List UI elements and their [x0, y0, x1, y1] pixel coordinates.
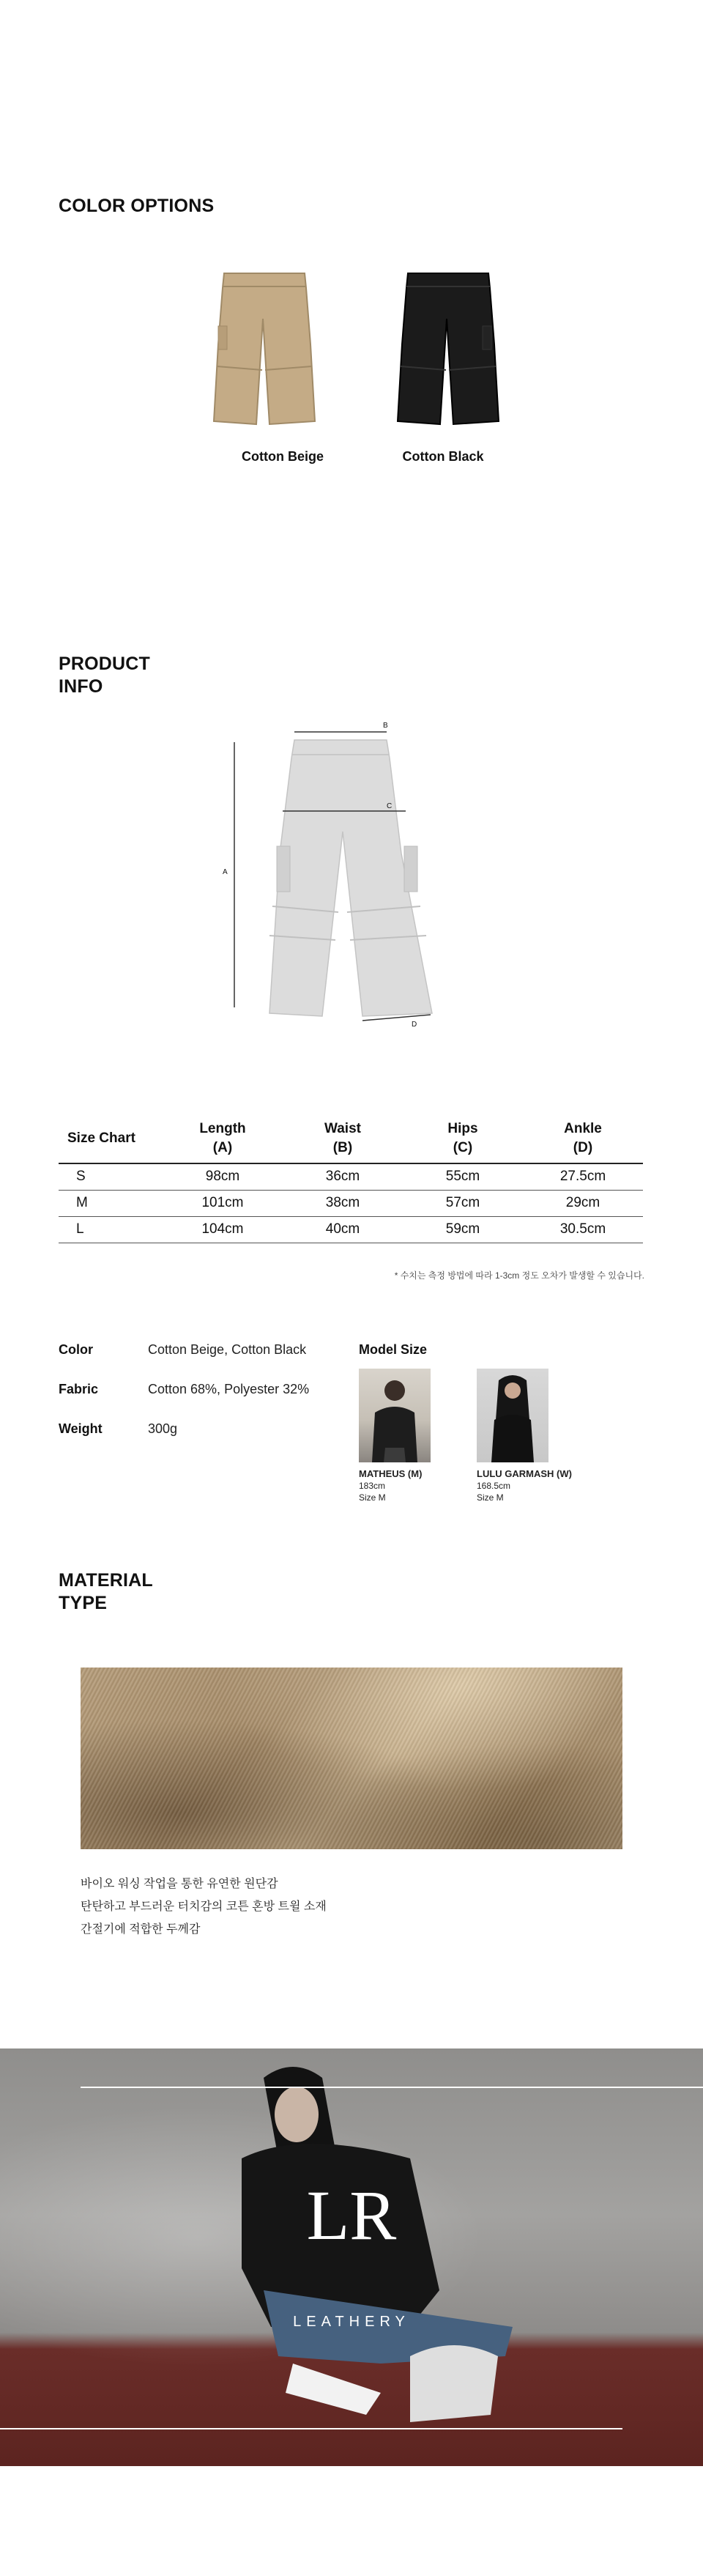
diagram-label-a: A [223, 868, 228, 876]
header-length: Length (A) [163, 1114, 283, 1163]
cell-hips: 59cm [403, 1216, 523, 1243]
cell-length: 98cm [163, 1163, 283, 1190]
size-chart-table [59, 1114, 643, 1243]
model-photo-lulu[interactable] [477, 1369, 548, 1462]
brand-wordmark: LEATHERY [293, 2314, 410, 2330]
color-options-title: COLOR OPTIONS [59, 196, 215, 216]
material-desc-line: 탄탄하고 부드러운 터치감의 코튼 혼방 트윌 소재 [81, 1900, 327, 1913]
model-size-title: Model Size [359, 1342, 428, 1357]
diagram-label-d: D [412, 1021, 417, 1029]
cell-size: M [59, 1190, 163, 1216]
table-row [59, 1190, 643, 1216]
cell-waist: 40cm [283, 1216, 403, 1243]
header-waist: Waist (B) [283, 1114, 403, 1163]
size-chart-header-row [59, 1114, 643, 1163]
model-height: 168.5cm [477, 1481, 511, 1491]
measurement-diagram [212, 722, 454, 1029]
spec-weight-value: 300g [148, 1421, 178, 1436]
cell-size: L [59, 1216, 163, 1243]
fabric-texture-image[interactable] [81, 1668, 622, 1849]
beige-pants-image[interactable] [208, 267, 318, 429]
material-desc-line: 바이오 워싱 작업을 통한 유연한 원단감 [81, 1878, 278, 1890]
diagram-label-b: B [383, 722, 388, 730]
brand-banner [0, 2048, 703, 2466]
brand-logo-mark: LR [306, 2176, 397, 2254]
cell-length: 101cm [163, 1190, 283, 1216]
cell-ankle: 27.5cm [523, 1163, 643, 1190]
model-caption-matheus [359, 1468, 461, 1503]
size-note: * 수치는 측정 방법에 따라 1-3cm 정도 오차가 발생할 수 있습니다. [394, 1270, 644, 1281]
model-caption-lulu [477, 1468, 594, 1503]
spec-fabric-label: Fabric [59, 1382, 99, 1396]
table-row [59, 1163, 643, 1190]
cell-ankle: 30.5cm [523, 1216, 643, 1243]
model-name: MATHEUS (M) [359, 1468, 423, 1479]
model-height: 183cm [359, 1481, 386, 1491]
swatch-label-beige: Cotton Beige [242, 449, 324, 464]
spec-weight-label: Weight [59, 1421, 103, 1436]
material-title-line1: MATERIAL [59, 1570, 153, 1591]
header-size-chart: Size Chart [59, 1114, 163, 1163]
model-photo-matheus[interactable] [359, 1369, 431, 1462]
cell-waist: 36cm [283, 1163, 403, 1190]
material-title-line2: TYPE [59, 1593, 108, 1613]
cell-size: S [59, 1163, 163, 1190]
diagram-label-c: C [387, 802, 393, 810]
material-description [81, 1873, 327, 1941]
header-ankle: Ankle (D) [523, 1114, 643, 1163]
swatch-label-black: Cotton Black [402, 449, 484, 464]
header-hips: Hips (C) [403, 1114, 523, 1163]
product-info-title-line2: INFO [59, 676, 103, 697]
spec-color-value: Cotton Beige, Cotton Black [148, 1342, 307, 1357]
model-size: Size M [477, 1492, 504, 1503]
cell-ankle: 29cm [523, 1190, 643, 1216]
model-name: LULU GARMASH (W) [477, 1468, 572, 1479]
product-info-title-line1: PRODUCT [59, 654, 151, 674]
black-pants-image[interactable] [392, 267, 502, 429]
material-desc-line: 간절기에 적합한 두께감 [81, 1923, 201, 1936]
spec-color-label: Color [59, 1342, 93, 1357]
table-row [59, 1216, 643, 1243]
spec-fabric-value: Cotton 68%, Polyester 32% [148, 1382, 310, 1396]
cell-hips: 55cm [403, 1163, 523, 1190]
banner-bottom-rule [0, 2428, 622, 2429]
model-size: Size M [359, 1492, 386, 1503]
cell-length: 104cm [163, 1216, 283, 1243]
banner-top-rule [81, 2087, 703, 2088]
cell-hips: 57cm [403, 1190, 523, 1216]
cell-waist: 38cm [283, 1190, 403, 1216]
